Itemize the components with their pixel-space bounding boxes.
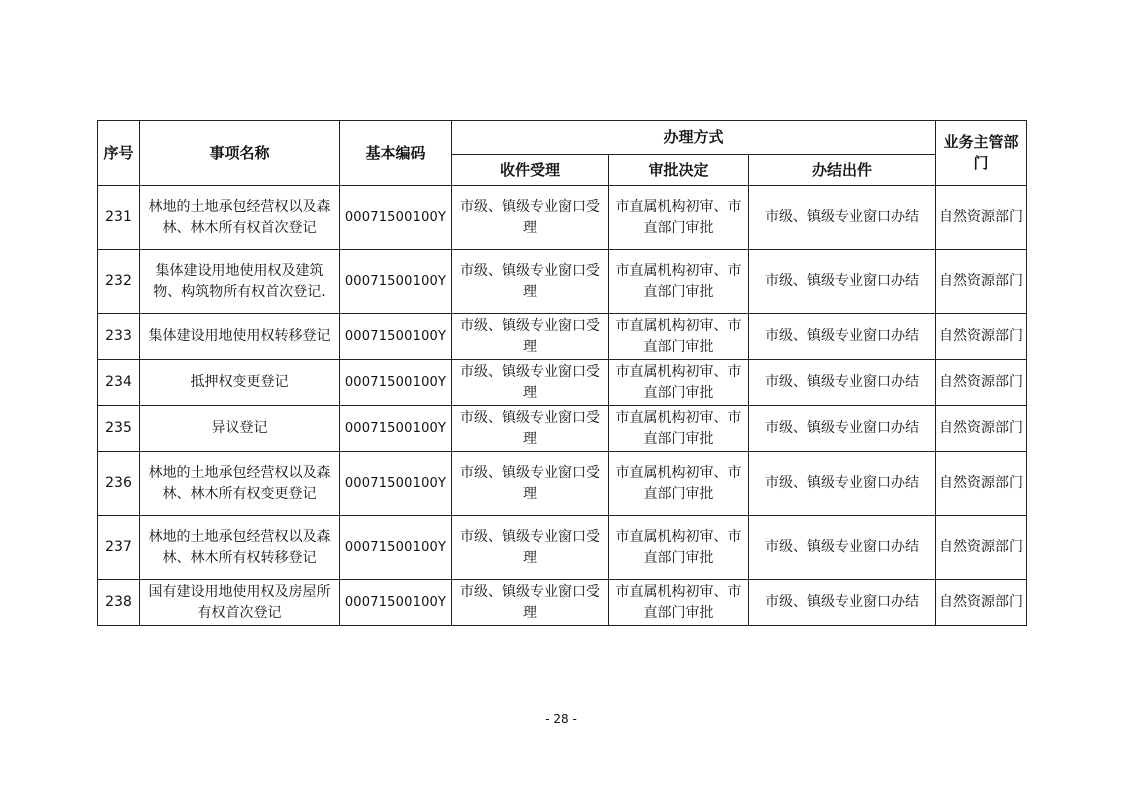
cell-dept: 自然资源部门 [936, 580, 1027, 626]
header-method: 办理方式 [452, 121, 936, 155]
cell-dept: 自然资源部门 [936, 186, 1027, 250]
cell-seq: 233 [98, 314, 140, 360]
header-seq: 序号 [98, 121, 140, 186]
service-items-table [97, 120, 1027, 626]
cell-approve: 市直属机构初审、市直部门审批 [609, 406, 749, 452]
table-row [98, 516, 1027, 580]
cell-receive: 市级、镇级专业窗口受理 [452, 406, 609, 452]
cell-issue: 市级、镇级专业窗口办结 [749, 516, 936, 580]
table-row [98, 186, 1027, 250]
cell-name: 集体建设用地使用权及建筑物、构筑物所有权首次登记. [140, 250, 340, 314]
cell-approve: 市直属机构初审、市直部门审批 [609, 186, 749, 250]
cell-code: 00071500100Y [340, 314, 452, 360]
cell-name: 抵押权变更登记 [140, 360, 340, 406]
cell-code: 00071500100Y [340, 580, 452, 626]
cell-code: 00071500100Y [340, 360, 452, 406]
table-row [98, 406, 1027, 452]
table-header [98, 121, 1027, 186]
cell-name: 林地的土地承包经营权以及森林、林木所有权转移登记 [140, 516, 340, 580]
cell-seq: 237 [98, 516, 140, 580]
cell-approve: 市直属机构初审、市直部门审批 [609, 516, 749, 580]
cell-dept: 自然资源部门 [936, 516, 1027, 580]
cell-code: 00071500100Y [340, 250, 452, 314]
table-body [98, 186, 1027, 626]
cell-name: 林地的土地承包经营权以及森林、林木所有权首次登记 [140, 186, 340, 250]
table-row [98, 314, 1027, 360]
cell-receive: 市级、镇级专业窗口受理 [452, 360, 609, 406]
table-row [98, 360, 1027, 406]
header-issue: 办结出件 [749, 155, 936, 186]
cell-seq: 231 [98, 186, 140, 250]
header-dept: 业务主管部门 [936, 121, 1027, 186]
cell-seq: 235 [98, 406, 140, 452]
cell-issue: 市级、镇级专业窗口办结 [749, 580, 936, 626]
header-name: 事项名称 [140, 121, 340, 186]
header-approve: 审批决定 [609, 155, 749, 186]
table-row [98, 250, 1027, 314]
cell-issue: 市级、镇级专业窗口办结 [749, 314, 936, 360]
header-receive: 收件受理 [452, 155, 609, 186]
cell-approve: 市直属机构初审、市直部门审批 [609, 360, 749, 406]
header-code: 基本编码 [340, 121, 452, 186]
cell-code: 00071500100Y [340, 452, 452, 516]
cell-receive: 市级、镇级专业窗口受理 [452, 186, 609, 250]
table-row [98, 580, 1027, 626]
cell-approve: 市直属机构初审、市直部门审批 [609, 452, 749, 516]
cell-approve: 市直属机构初审、市直部门审批 [609, 580, 749, 626]
cell-code: 00071500100Y [340, 516, 452, 580]
cell-receive: 市级、镇级专业窗口受理 [452, 314, 609, 360]
cell-issue: 市级、镇级专业窗口办结 [749, 452, 936, 516]
cell-dept: 自然资源部门 [936, 360, 1027, 406]
cell-issue: 市级、镇级专业窗口办结 [749, 186, 936, 250]
cell-issue: 市级、镇级专业窗口办结 [749, 406, 936, 452]
cell-issue: 市级、镇级专业窗口办结 [749, 250, 936, 314]
cell-dept: 自然资源部门 [936, 452, 1027, 516]
cell-issue: 市级、镇级专业窗口办结 [749, 360, 936, 406]
cell-receive: 市级、镇级专业窗口受理 [452, 452, 609, 516]
cell-seq: 234 [98, 360, 140, 406]
cell-approve: 市直属机构初审、市直部门审批 [609, 250, 749, 314]
cell-seq: 232 [98, 250, 140, 314]
page-number: - 28 - [545, 712, 577, 726]
cell-dept: 自然资源部门 [936, 406, 1027, 452]
cell-name: 集体建设用地使用权转移登记 [140, 314, 340, 360]
cell-approve: 市直属机构初审、市直部门审批 [609, 314, 749, 360]
cell-receive: 市级、镇级专业窗口受理 [452, 580, 609, 626]
cell-receive: 市级、镇级专业窗口受理 [452, 516, 609, 580]
cell-seq: 238 [98, 580, 140, 626]
cell-dept: 自然资源部门 [936, 250, 1027, 314]
cell-receive: 市级、镇级专业窗口受理 [452, 250, 609, 314]
table-row [98, 452, 1027, 516]
cell-seq: 236 [98, 452, 140, 516]
cell-name: 国有建设用地使用权及房屋所有权首次登记 [140, 580, 340, 626]
cell-name: 异议登记 [140, 406, 340, 452]
cell-code: 00071500100Y [340, 406, 452, 452]
cell-dept: 自然资源部门 [936, 314, 1027, 360]
cell-name: 林地的土地承包经营权以及森林、林木所有权变更登记 [140, 452, 340, 516]
cell-code: 00071500100Y [340, 186, 452, 250]
